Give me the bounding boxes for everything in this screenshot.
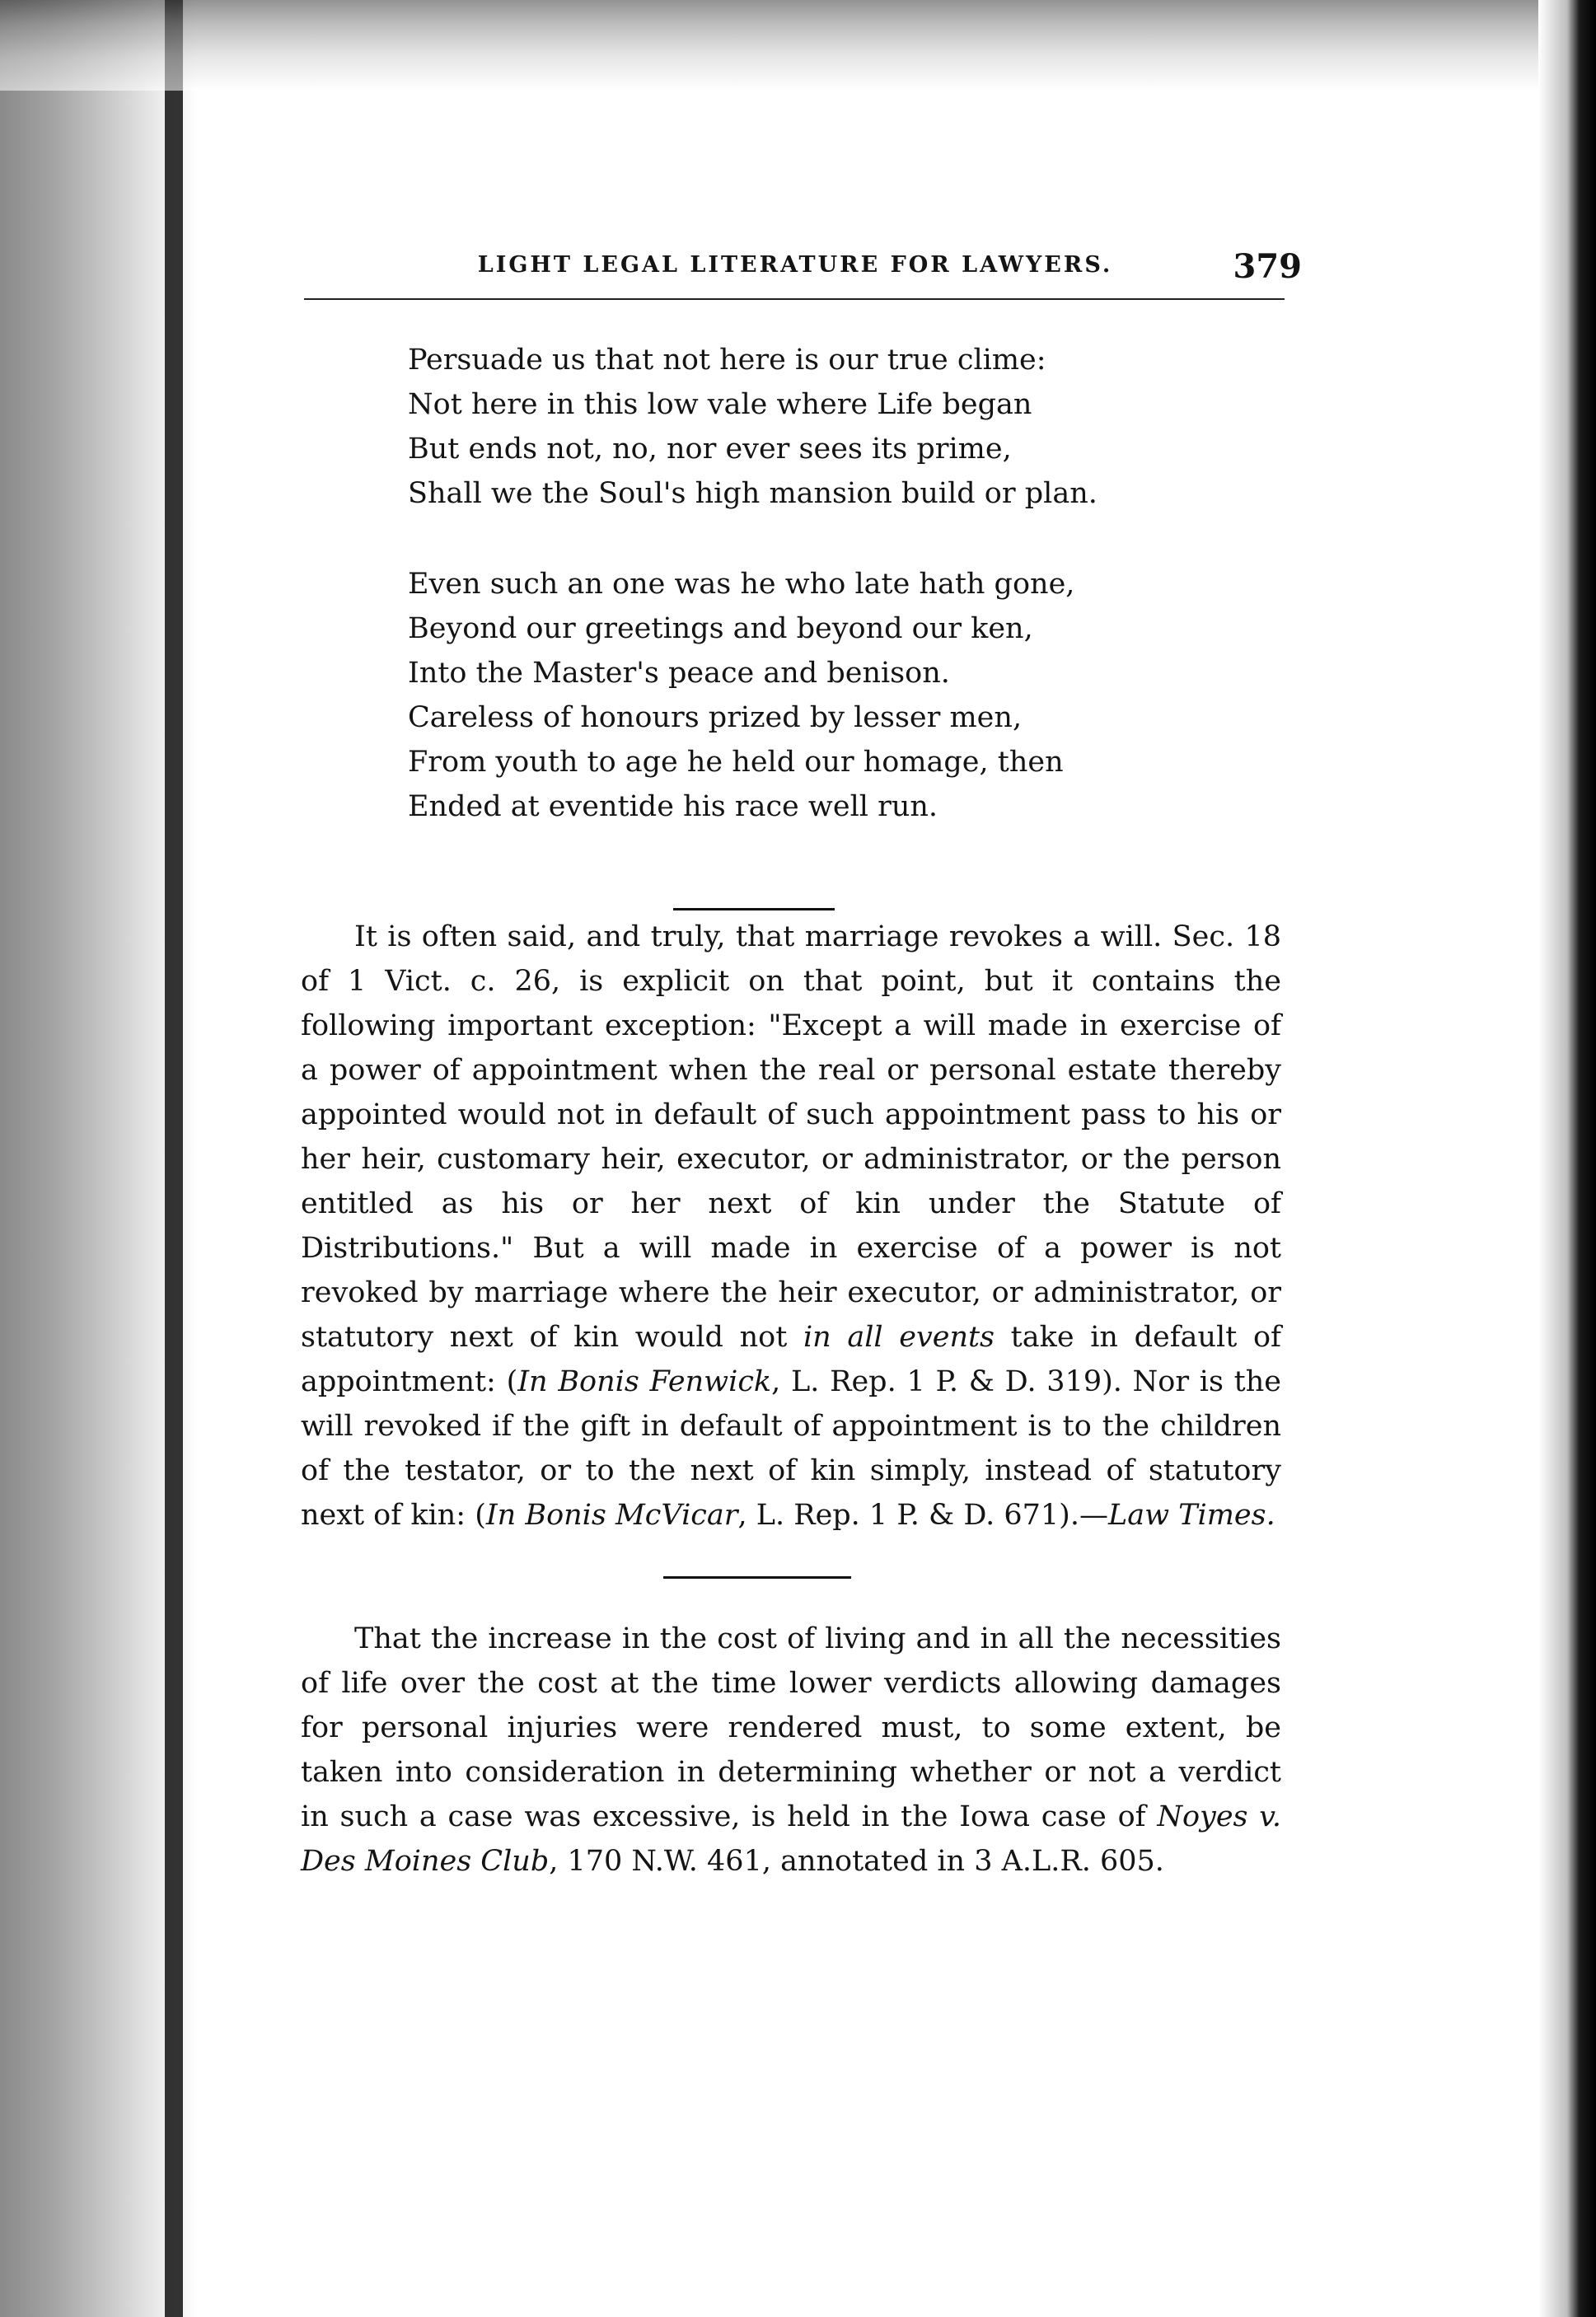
- poem-line: From youth to age he held our homage, then: [408, 746, 1064, 779]
- page-number: 379: [1233, 247, 1302, 286]
- poem: [408, 338, 1149, 829]
- poem-line: Not here in this low vale where Life began: [408, 388, 1032, 421]
- running-head: [301, 247, 1302, 297]
- header-rule: [304, 298, 1285, 300]
- book-page: [301, 0, 1302, 2317]
- emphasis-text: in all events: [803, 1321, 995, 1354]
- poem-line: Beyond our greetings and beyond our ken,: [408, 612, 1033, 645]
- article-text: , L. Rep. 1 P. & D. 319). Nor is the will revoked if the gift in default of appointment is to the children of the testator, or to the next of kin simply, instead of statutory next of kin: (: [301, 1365, 1281, 1532]
- case-citation: In Bonis Fenwick: [517, 1365, 772, 1398]
- poem-line: Persuade us that not here is our true clime:: [408, 344, 1046, 377]
- article-text: , L. Rep. 1 P. & D. 671).—: [737, 1499, 1108, 1532]
- poem-line: Into the Master's peace and benison.: [408, 657, 950, 690]
- scan-binding-edge: [165, 0, 183, 2317]
- case-citation: In Bonis McVicar: [485, 1499, 738, 1532]
- article-marriage-revokes-will: [301, 915, 1281, 1538]
- section-divider: [663, 1576, 851, 1579]
- poem-line: Ended at eventide his race well run.: [408, 790, 938, 823]
- case-citation: Noyes v. Des Moines Club: [301, 1800, 1281, 1878]
- scan-right-edge: [1538, 0, 1596, 2317]
- article-text: take in default of appointment: (: [301, 1321, 1282, 1398]
- section-divider: [673, 908, 835, 910]
- article-text: That the increase in the cost of living and in all the necessities of life over the cost at the time lower verdicts allowing damages for personal injuries were rendered must, to some extent, be taken into consideration in determining whether or not a verdict in such a case was excessive, is held in the Iowa case of: [301, 1622, 1281, 1833]
- poem-line: Even such an one was he who late hath gone,: [408, 568, 1075, 601]
- poem-line: Careless of honours prized by lesser men,: [408, 701, 1023, 734]
- article-text: , 170 N.W. 461, annotated in 3 A.L.R. 605.: [549, 1845, 1164, 1878]
- article-cost-of-living: [301, 1617, 1281, 1884]
- poem-line: But ends not, no, nor ever sees its prime,: [408, 433, 1012, 466]
- source-attribution: Law Times.: [1107, 1499, 1275, 1532]
- running-title: LIGHT LEGAL LITERATURE FOR LAWYERS.: [477, 252, 1113, 278]
- poem-line: Shall we the Soul's high mansion build or plan.: [408, 477, 1098, 510]
- article-text: It is often said, and truly, that marriage revokes a will. Sec. 18 of 1 Vict. c. 26, is explicit on that point, but it contains the following important exception: "Except a will made in exercise of a power of appointment when the real or personal estate thereby appointed would not in default of such appointment pass to his or her heir, customary heir, executor, or administrator, or the person entitled as his or her next of kin under the Statute of Distributions." But a will made in exercise of a power is not revoked by marriage where the heir executor, or administrator, or statutory next of kin would not: [301, 920, 1281, 1354]
